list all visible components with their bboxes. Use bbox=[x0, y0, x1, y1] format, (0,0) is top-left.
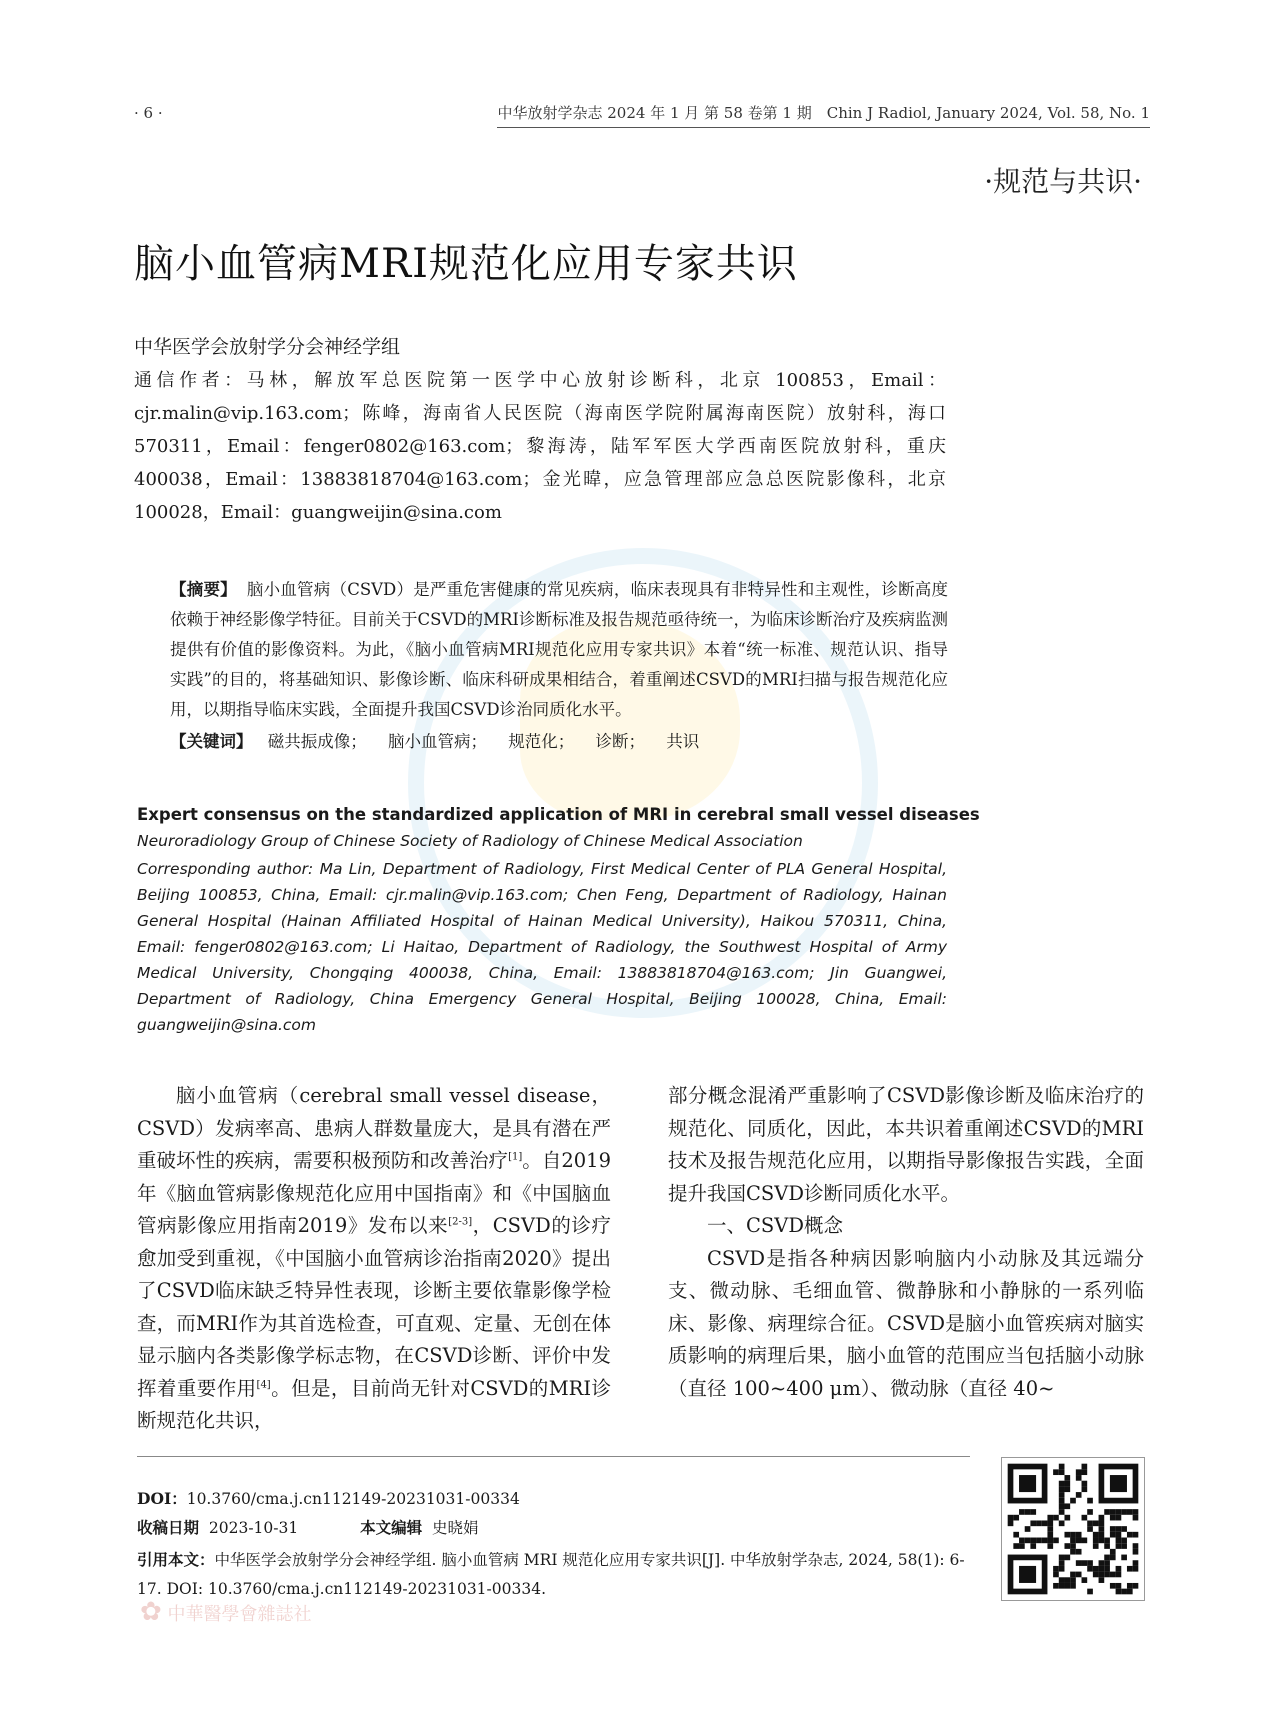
reference-link[interactable]: [4] bbox=[256, 1379, 271, 1390]
received-date: 2023-10-31 bbox=[208, 1519, 299, 1537]
qr-code-icon[interactable] bbox=[1001, 1457, 1145, 1601]
correspondence: 通信作者：马林，解放军总医院第一医学中心放射诊断科，北京 100853，Email：cjr.malin@vip.163.com；陈峰，海南省人民医院（海南医学院附属海南医院）放射科，海口 570311，Email：fenger0802@163.com；黎海涛，陆军军医大学西南医院放射科，重庆 400038，Email：13883818704@163.com；金光暐，应急管理部应急总医院影像科，北京 100028，Email：guangweijin@sina.com bbox=[134, 370, 946, 523]
keyword: 共识 bbox=[666, 732, 700, 751]
keywords-label: 【关键词】 bbox=[170, 732, 253, 751]
english-correspondence: Corresponding author: Ma Lin, Department of Radiology, First Medical Center of PLA General Hospital, Beijing 100853, China, Email: cjr.malin@vip.163.com; Chen Feng, Department of Radiology, Hainan General Hospital (Hainan Affiliated Hospital of Hainan Medical University), Haikou 570311, China, Email: fenger0802@163.com; Li Haitao, Department of Radiology, the Southwest Hospital of Army Medical University, Chongqing 400038, China, Email: 13883818704@163.com; Jin Guangwei, Department of Radiology, China Emergency General Hospital, Beijing 100028, China, Email: guangweijin@sina.com bbox=[137, 860, 947, 1034]
abstract bbox=[170, 575, 948, 725]
keyword: 磁共振成像； bbox=[267, 732, 367, 751]
publisher-watermark: ✿ 中華醫學會雜誌社 bbox=[140, 1597, 312, 1627]
english-group: Neuroradiology Group of Chinese Society of Radiology of Chinese Medical Association bbox=[137, 832, 803, 850]
citation bbox=[137, 1545, 982, 1604]
received-line bbox=[137, 1516, 479, 1538]
keyword: 规范化； bbox=[508, 732, 575, 751]
body-paragraph: 脑小血管病（cerebral small vessel disease，CSVD）发病率高、患病人群数量庞大，是具有潜在严重破坏性的疾病，需要积极预防和改善治疗[1]。自2019年《脑血管病影像规范化应用中国指南》和《中国脑血管病影像应用指南2019》发布以来[2-3]，CSVD的诊疗愈加受到重视，《中国脑小血管病诊治指南2020》提出了CSVD临床缺乏特异性表现，诊断主要依靠影像学检查，而MRI作为其首选检查，可直观、定量、无创在体显示脑内各类影像学标志物，在CSVD诊断、评价中发挥着重要作用[4]。但是，目前尚无针对CSVD的MRI诊断规范化共识， bbox=[137, 1084, 611, 1432]
english-title: Expert consensus on the standardized application of MRI in cerebral small vessel diseases bbox=[137, 805, 980, 824]
editor-label: 本文编辑 bbox=[360, 1518, 423, 1537]
body-paragraph: 部分概念混淆严重影响了CSVD影像诊断及临床治疗的规范化、同质化，因此，本共识着重阐述CSVD的MRI技术及报告规范化应用，以期指导影像报告实践，全面提升我国CSVD诊断同质化水平。 bbox=[668, 1084, 1144, 1205]
abstract-label: 【摘要】 bbox=[170, 580, 237, 599]
abstract-text: 脑小血管病（CSVD）是严重危害健康的常见疾病，临床表现具有非特异性和主观性，诊断高度依赖于神经影像学特征。目前关于CSVD的MRI诊断标准及报告规范亟待统一，为临床诊断治疗及疾病监测提供有价值的影像资料。为此，《脑小血管病MRI规范化应用专家共识》本着“统一标准、规范认识、指导实践”的目的，将基础知识、影像诊断、临床科研成果相结合，着重阐述CSVD的MRI扫描与报告规范化应用，以期指导临床实践，全面提升我国CSVD诊治同质化水平。 bbox=[170, 580, 949, 719]
keyword: 脑小血管病； bbox=[388, 732, 487, 751]
section-heading: 一、CSVD概念 bbox=[707, 1214, 843, 1237]
doi-line bbox=[137, 1487, 520, 1509]
body-right-column bbox=[668, 1080, 1144, 1405]
author-group: 中华医学会放射学分会神经学组 bbox=[134, 336, 401, 358]
keyword: 诊断； bbox=[595, 732, 645, 751]
body-paragraph: CSVD是指各种病因影响脑内小动脉及其远端分支、微动脉、毛细血管、微静脉和小静脉的一系列临床、影像、病理综合征。CSVD是脑小血管疾病对脑实质影响的病理后果，脑小血管的范围应当包括脑小动脉（直径 100~400 μm）、微动脉（直径 40~ bbox=[668, 1246, 1144, 1400]
page-number: · 6 · bbox=[134, 104, 163, 122]
cite-label: 引用本文： bbox=[137, 1550, 215, 1569]
reference-link[interactable]: [1] bbox=[508, 1151, 523, 1163]
received-label: 收稿日期 bbox=[137, 1518, 200, 1537]
editor-name: 史晓娟 bbox=[432, 1519, 479, 1537]
cite-text: 中华医学会放射学分会神经学组. 脑小血管病 MRI 规范化应用专家共识[J]. 中华放射学杂志, 2024, 58(1): 6-17. DOI: 10.3760/cma.j.cn112149-20231031-00334. bbox=[137, 1551, 965, 1598]
journal-header: 中华放射学杂志 2024 年 1 月 第 58 卷第 1 期 Chin J Radiol, January 2024, Vol. 58, No. 1 bbox=[497, 102, 1150, 128]
article-title: 脑小血管病MRI规范化应用专家共识 bbox=[134, 241, 798, 287]
doi-value[interactable]: 10.3760/cma.j.cn112149-20231031-00334 bbox=[186, 1490, 520, 1508]
section-tag: ·规范与共识· bbox=[984, 165, 1142, 198]
body-left-column bbox=[137, 1080, 611, 1438]
doi-label: DOI： bbox=[137, 1489, 187, 1508]
keywords bbox=[170, 728, 715, 752]
footer-divider bbox=[137, 1456, 970, 1457]
reference-link[interactable]: [2-3] bbox=[448, 1216, 473, 1228]
